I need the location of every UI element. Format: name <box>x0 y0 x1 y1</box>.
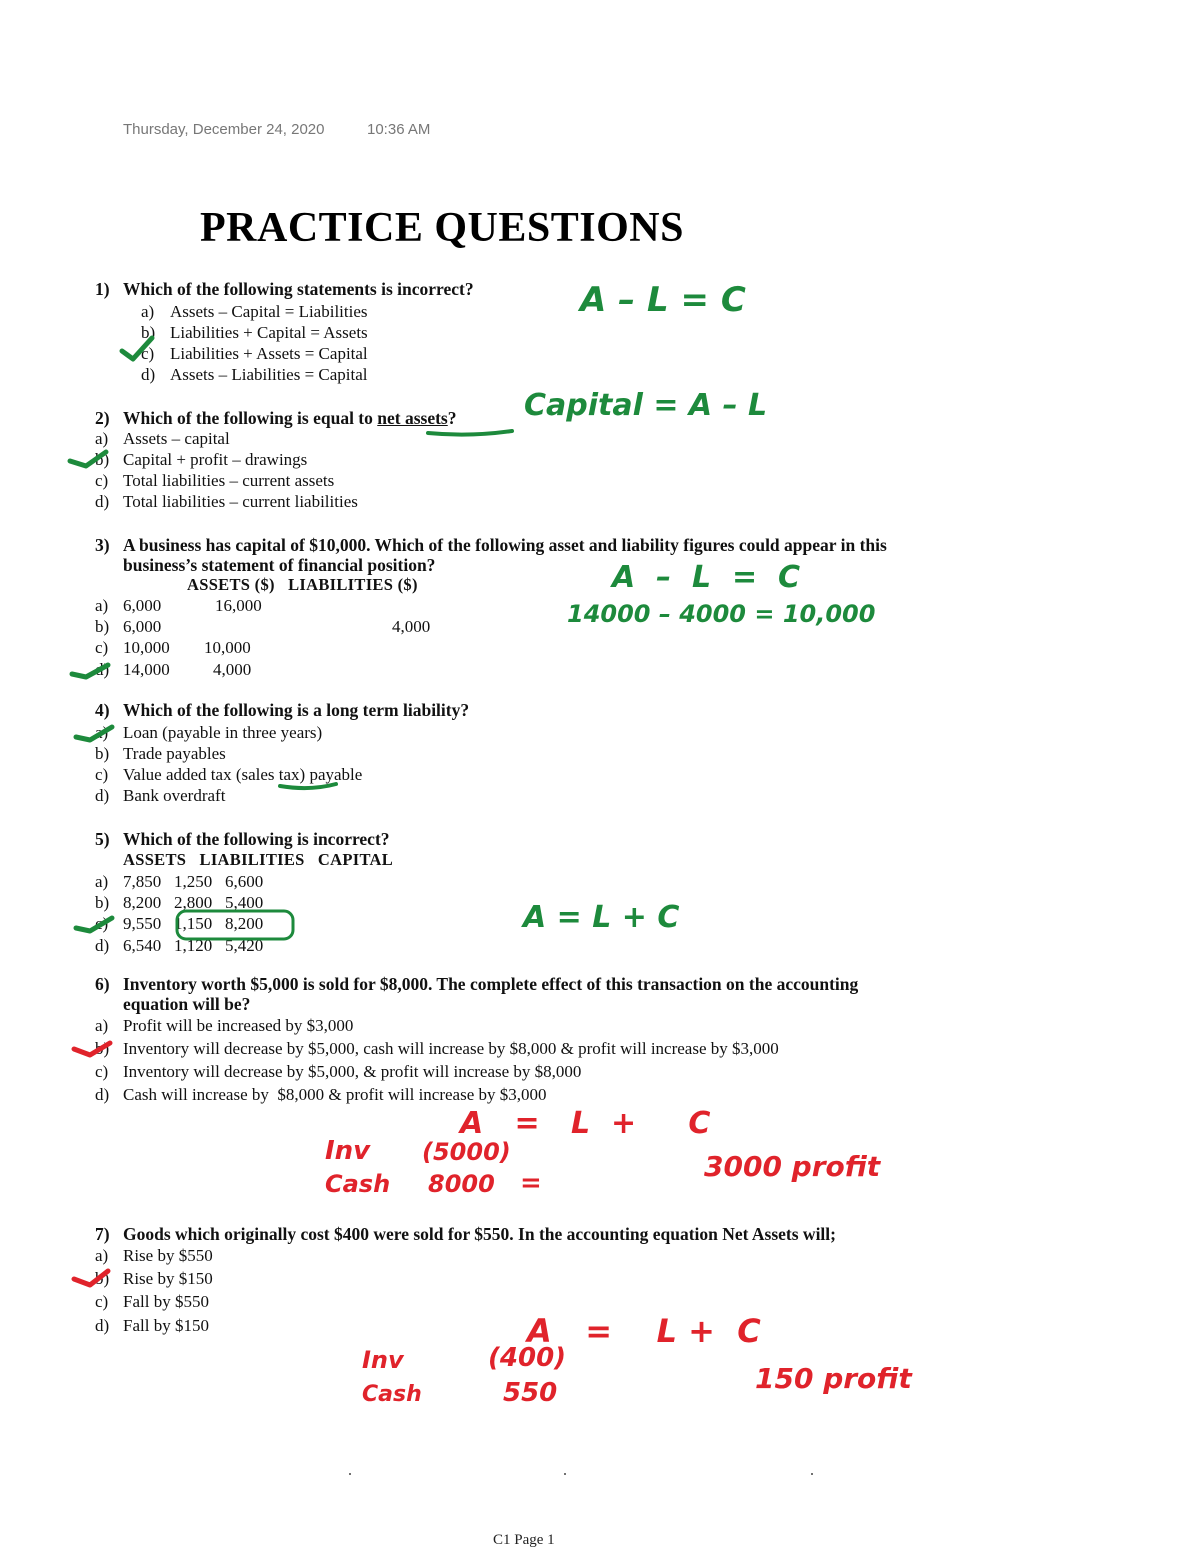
liabilities-value: 16,000 <box>215 596 262 615</box>
option-label: c) <box>141 344 155 363</box>
option-label: a) <box>95 596 109 615</box>
question-number: 6) <box>95 974 110 994</box>
checkmark-icon <box>76 918 112 931</box>
option-text: Liabilities + Assets = Capital <box>170 344 368 363</box>
option-label: b) <box>95 1039 110 1058</box>
option-label: b) <box>95 617 110 636</box>
checkmark-icon <box>74 1271 108 1285</box>
option-text: 6,540 1,120 5,420 <box>123 936 264 955</box>
option-text: Assets – capital <box>123 429 230 448</box>
option-label: c) <box>95 1292 109 1311</box>
option-label: d) <box>95 660 110 679</box>
underline-mark <box>428 431 512 435</box>
option-label: a) <box>95 723 109 742</box>
option-text: Fall by $550 <box>123 1292 209 1311</box>
page-time: 10:36 AM <box>367 121 431 138</box>
handwritten-note: (5000) <box>422 1138 511 1166</box>
question-number: 3) <box>95 535 110 555</box>
option-label: d) <box>95 936 110 955</box>
assets-value: 14,000 <box>123 660 170 679</box>
option-text: Total liabilities – current liabilities <box>123 492 358 511</box>
option-text: Cash will increase by $8,000 & profit will increase by $3,000 <box>123 1085 547 1104</box>
option-text: Capital + profit – drawings <box>123 450 308 469</box>
option-label: d) <box>95 1085 110 1104</box>
assets-value: 10,000 <box>123 638 170 657</box>
option-label: a) <box>95 1246 109 1265</box>
handwritten-note: 550 <box>503 1378 558 1408</box>
option-text: 9,550 1,150 8,200 <box>123 914 264 933</box>
option-label: b) <box>95 744 110 763</box>
handwritten-note: Cash <box>325 1170 391 1198</box>
handwritten-note: 150 profit <box>755 1362 912 1395</box>
handwritten-note: A = L + C <box>523 900 680 935</box>
question-number: 4) <box>95 700 110 720</box>
table-header: ASSETS ($) LIABILITIES ($) <box>187 575 418 594</box>
question-number: 2) <box>95 408 110 428</box>
handwritten-note: Cash <box>362 1382 422 1407</box>
checkmark-icon <box>122 338 152 359</box>
handwritten-note: 14000 – 4000 = 10,000 <box>567 600 876 628</box>
underline-mark <box>280 784 336 788</box>
liabilities-value: 10,000 <box>204 638 251 657</box>
liabilities-value: 4,000 <box>392 617 431 636</box>
option-text: Assets – Capital = Liabilities <box>170 302 368 321</box>
option-text: Fall by $150 <box>123 1316 209 1335</box>
option-text: Value added tax (sales tax) payable <box>123 765 363 784</box>
option-text: Rise by $150 <box>123 1269 213 1288</box>
option-label: b) <box>95 450 110 469</box>
page-title: PRACTICE QUESTIONS <box>200 205 684 251</box>
handwritten-note: Capital = A – L <box>524 388 768 423</box>
answer-highlight-box <box>177 911 293 939</box>
question-number: 1) <box>95 279 110 299</box>
option-label: c) <box>95 765 109 784</box>
option-label: b) <box>95 1269 110 1288</box>
option-text: Total liabilities – current assets <box>123 471 335 490</box>
option-label: c) <box>95 914 109 933</box>
option-text: Trade payables <box>123 744 226 763</box>
handwritten-note: A – L = C <box>580 280 746 320</box>
dot-mark <box>564 1473 566 1475</box>
option-label: b) <box>95 893 110 912</box>
page-date: Thursday, December 24, 2020 <box>123 121 325 138</box>
option-label: a) <box>95 1016 109 1035</box>
question-text-line-1: A business has capital of $10,000. Which of the following asset and liability figures could appear in this <box>123 535 887 555</box>
question-number: 7) <box>95 1224 110 1244</box>
option-text: Bank overdraft <box>123 786 226 805</box>
checkmark-icon <box>74 1043 110 1055</box>
option-text: 7,850 1,250 6,600 <box>123 872 264 891</box>
question-text: Which of the following is a long term liability? <box>123 700 470 720</box>
option-text: Inventory will decrease by $5,000, cash will increase by $8,000 & profit will increase by $3,000 <box>123 1039 779 1058</box>
option-label: d) <box>95 492 110 511</box>
question-text-line-2: equation will be? <box>123 994 251 1014</box>
question-text-line-1: Inventory worth $5,000 is sold for $8,000. The complete effect of this transaction on the accounting <box>123 974 859 994</box>
assets-value: 6,000 <box>123 596 162 615</box>
checkmark-icon <box>70 452 106 466</box>
dot-mark <box>811 1473 813 1475</box>
option-label: d) <box>95 786 110 805</box>
handwritten-note: A – L = C <box>612 560 801 595</box>
handwritten-note: A = L + C <box>460 1106 711 1141</box>
question-text: Which of the following statements is incorrect? <box>123 279 474 299</box>
option-text: Loan (payable in three years) <box>123 723 323 742</box>
question-text-part: ? <box>447 408 457 428</box>
handwritten-note: Inv <box>325 1136 371 1166</box>
handwritten-note: 8000 <box>428 1170 495 1198</box>
option-label: a) <box>95 429 109 448</box>
option-text: Liabilities + Capital = Assets <box>170 323 368 342</box>
option-text: Assets – Liabilities = Capital <box>170 365 368 384</box>
handwritten-note: 3000 profit <box>704 1150 881 1183</box>
liabilities-value: 4,000 <box>213 660 252 679</box>
option-text: Rise by $550 <box>123 1246 213 1265</box>
question-text: Which of the following is incorrect? <box>123 829 390 849</box>
option-label: d) <box>95 1316 110 1335</box>
underlined-term: net assets <box>377 408 448 428</box>
checkmark-icon <box>72 665 108 677</box>
option-text: 8,200 2,800 5,400 <box>123 893 264 912</box>
option-label: b) <box>141 323 156 342</box>
handwritten-note: A = L + C <box>527 1312 761 1350</box>
dot-mark <box>349 1473 351 1475</box>
question-text: Goods which originally cost $400 were sold for $550. In the accounting equation Net Assets will; <box>123 1224 836 1244</box>
option-label: a) <box>141 302 155 321</box>
option-text: Profit will be increased by $3,000 <box>123 1016 354 1035</box>
option-text: Inventory will decrease by $5,000, & profit will increase by $8,000 <box>123 1062 582 1081</box>
option-label: c) <box>95 638 109 657</box>
table-header: ASSETS LIABILITIES CAPITAL <box>123 850 394 869</box>
option-label: a) <box>95 872 109 891</box>
handwritten-note: (400) <box>488 1343 567 1373</box>
option-label: c) <box>95 471 109 490</box>
question-number: 5) <box>95 829 110 849</box>
assets-value: 6,000 <box>123 617 162 636</box>
handwritten-note: Inv <box>362 1346 404 1374</box>
option-label: d) <box>141 365 156 384</box>
checkmark-icon <box>76 727 112 740</box>
question-text-part: Which of the following is equal to <box>123 408 378 428</box>
question-text-line-2: business’s statement of financial position? <box>123 555 436 575</box>
handwritten-note: = <box>520 1168 542 1198</box>
option-label: c) <box>95 1062 109 1081</box>
page-footer: C1 Page 1 <box>493 1532 555 1548</box>
